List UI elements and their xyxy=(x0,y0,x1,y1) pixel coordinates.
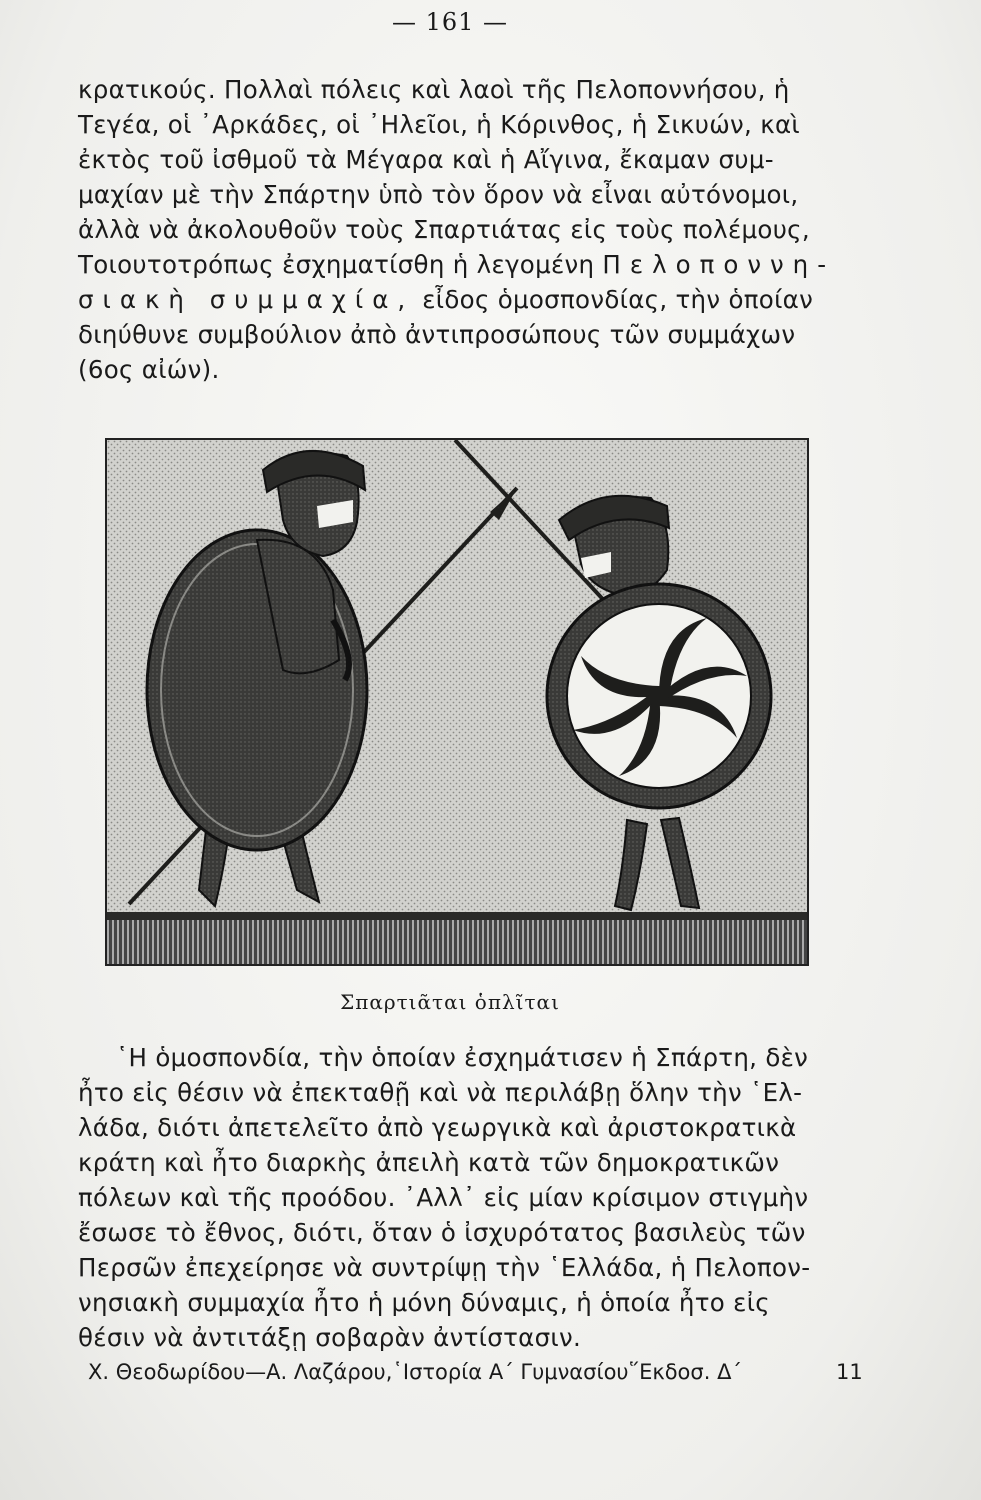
text-line: ἀλλὰ νὰ ἀκολουθοῦν τοὺς Σπαρτιάτας εἰς τοὺς πολέμους, xyxy=(78,215,810,244)
text-line: διηύθυνε συμβούλιον ἀπὸ ἀντιπροσώπους τῶν συμμάχων xyxy=(78,320,796,349)
text-line xyxy=(78,247,858,282)
text-line: ῾Η ὁμοσπονδία, τὴν ὁποίαν ἐσχημάτισεν ἡ Σπάρτη, δὲν xyxy=(116,1043,809,1072)
text-line: μαχίαν μὲ τὴν Σπάρτην ὑπὸ τὸν ὅρον νὰ εἶναι αὐτόνομοι, xyxy=(78,180,799,209)
text-line: νησιακὴ συμμαχία ἦτο ἡ μόνη δύναμις, ἡ ὁποία ἦτο εἰς xyxy=(78,1288,770,1317)
ground-line xyxy=(107,912,807,920)
text-line: πόλεων καὶ τῆς προόδου. ᾿Αλλ᾿ εἰς μίαν κρίσιμον στιγμὴν xyxy=(78,1183,809,1212)
emphasized-term: Πελοποννη- xyxy=(602,250,836,279)
text-line-start: Τοιουτοτρόπως ἐσχηματίσθη ἡ λεγομένη xyxy=(78,250,603,279)
paragraph-peloponnesian-league xyxy=(78,1040,858,1355)
text-line: ἐκτὸς τοῦ ἰσθμοῦ τὰ Μέγαρα καὶ ἡ Αἴγινα, ἔκαμαν συμ- xyxy=(78,145,774,174)
text-line: θέσιν νὰ ἀντιτάξῃ σοβαρὰν ἀντίστασιν. xyxy=(78,1323,582,1352)
text-line xyxy=(78,282,858,317)
hoplites-illustration xyxy=(105,438,809,966)
hoplites-drawing xyxy=(107,440,807,964)
meander-border xyxy=(107,920,807,964)
page-footer xyxy=(88,1360,868,1384)
text-line: κρατικούς. Πολλαὶ πόλεις καὶ λαοὶ τῆς Πελοποννήσου, ἡ xyxy=(78,75,790,104)
text-line: (6ος αἰών). xyxy=(78,355,220,384)
text-line: ἦτο εἰς θέσιν νὰ ἐπεκταθῇ καὶ νὰ περιλάβῃ ὅλην τὴν ῾Ελ- xyxy=(78,1078,803,1107)
page-number: — 161 — xyxy=(391,8,509,36)
text-line: κράτη καὶ ἦτο διαρκὴς ἀπειλὴ κατὰ τῶν δημοκρατικῶν xyxy=(78,1148,780,1177)
figure-caption: Σπαρτιᾶται ὁπλῖται xyxy=(340,990,560,1014)
right-shield-boss xyxy=(649,686,669,706)
text-line-rest: εἶδος ὁμοσπονδίας, τὴν ὁποίαν xyxy=(414,285,814,314)
footer-citation: Χ. Θεοδωρίδου—Α. Λαζάρου,῾Ιστορία Α΄ Γυμνασίου῞Εκδοσ. Δ΄ xyxy=(88,1360,742,1384)
emphasized-term: σιακὴ συμμαχία, xyxy=(78,285,415,314)
paragraph-confederation xyxy=(78,72,858,387)
left-warrior-shield xyxy=(147,530,367,850)
text-line: Περσῶν ἐπεχείρησε νὰ συντρίψῃ τὴν ῾Ελλάδα, ἡ Πελοπον- xyxy=(78,1253,811,1282)
text-line: Τεγέα, οἱ ᾿Αρκάδες, οἱ ᾿Ηλεῖοι, ἡ Κόρινθος, ἡ Σικυών, καὶ xyxy=(78,110,801,139)
text-line: ἔσωσε τὸ ἔθνος, διότι, ὅταν ὁ ἰσχυρότατος βασιλεὺς τῶν xyxy=(78,1218,806,1247)
text-line: λάδα, διότι ἀπετελεῖτο ἀπὸ γεωργικὰ καὶ ἀριστοκρατικὰ xyxy=(78,1113,797,1142)
signature-number: 11 xyxy=(836,1360,863,1384)
